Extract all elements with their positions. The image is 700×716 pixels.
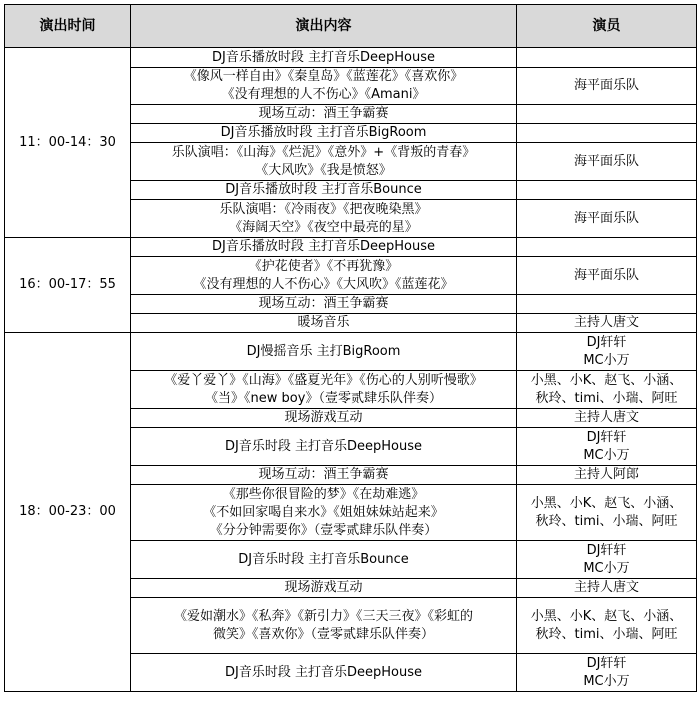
performer-cell bbox=[517, 295, 697, 314]
content-line: DJ音乐时段 主打音乐DeepHouse bbox=[225, 438, 422, 454]
schedule-body bbox=[5, 48, 697, 692]
performer-cell bbox=[517, 314, 697, 333]
content-line: 《像风一样自由》《秦皇岛》《蓝莲花》《喜欢你》 bbox=[183, 69, 464, 84]
content-line: DJ音乐播放时段 主打音乐BigRoom bbox=[220, 125, 427, 140]
content-cell bbox=[131, 238, 517, 257]
content-line: DJ音乐时段 主打音乐Bounce bbox=[238, 551, 409, 567]
time-cell: 18：00-23：00 bbox=[5, 333, 131, 692]
performer-line: 小黑、小K、赵飞、小涵、 bbox=[530, 495, 683, 511]
performer-line: 小黑、小K、赵飞、小涵、 bbox=[530, 372, 683, 388]
performer-line: DJ轩轩 bbox=[586, 542, 627, 558]
content-line: 《爱丫爱丫》《山海》《盛夏光年》《伤心的人别听慢歌》 bbox=[164, 372, 483, 388]
content-line: DJ音乐播放时段 主打音乐Bounce bbox=[225, 182, 422, 197]
schedule-row bbox=[5, 333, 697, 371]
performer-cell bbox=[517, 409, 697, 428]
performer-cell bbox=[517, 333, 697, 371]
content-cell bbox=[131, 105, 517, 124]
content-cell bbox=[131, 181, 517, 200]
performer-line: 秋玲、timi、小瑞、阿旺 bbox=[535, 390, 678, 406]
content-line: 现场互动：酒王争霸赛 bbox=[258, 106, 389, 121]
content-cell bbox=[131, 541, 517, 579]
content-cell bbox=[131, 333, 517, 371]
content-cell bbox=[131, 200, 517, 238]
content-line: DJ音乐播放时段 主打音乐DeepHouse bbox=[212, 239, 435, 254]
schedule-table bbox=[4, 4, 697, 692]
performer-cell bbox=[517, 654, 697, 692]
content-line: 乐队演唱：《冷雨夜》《把夜晚染黑》 bbox=[219, 201, 428, 217]
content-cell bbox=[131, 466, 517, 485]
content-line: 《当》《new boy》（壹零贰肆乐队伴奏） bbox=[205, 390, 442, 406]
performer-cell bbox=[517, 257, 697, 295]
performer-line: 海平面乐队 bbox=[573, 78, 639, 93]
performer-cell bbox=[517, 466, 697, 485]
content-cell bbox=[131, 124, 517, 143]
performer-line: MC小万 bbox=[583, 447, 630, 463]
performer-cell bbox=[517, 68, 697, 105]
content-line: 《大风吹》《我是愤怒》 bbox=[255, 162, 392, 178]
content-line: 微笑》《喜欢你》（壹零贰肆乐队伴奏） bbox=[212, 626, 434, 642]
header-content: 演出内容 bbox=[131, 5, 517, 48]
content-line: DJ慢摇音乐 主打BigRoom bbox=[246, 343, 401, 359]
content-cell bbox=[131, 295, 517, 314]
content-line: DJ音乐播放时段 主打音乐DeepHouse bbox=[212, 49, 435, 65]
performer-line: DJ轩轩 bbox=[586, 429, 627, 445]
performer-line: MC小万 bbox=[583, 673, 630, 689]
performer-cell bbox=[517, 598, 697, 654]
performer-cell bbox=[517, 541, 697, 579]
time-cell: 16：00-17：55 bbox=[5, 238, 131, 333]
performer-cell bbox=[517, 371, 697, 409]
performer-line: 秋玲、timi、小瑞、阿旺 bbox=[535, 626, 678, 642]
content-line: 暖场音乐 bbox=[297, 315, 350, 330]
content-line: 《没有理想的人不伤心》《Amani》 bbox=[221, 87, 426, 102]
content-line: 《不如回家喝自来水》《姐姐妹妹站起来》 bbox=[203, 504, 444, 520]
performer-cell bbox=[517, 105, 697, 124]
performer-line: 主持人唐文 bbox=[573, 315, 639, 330]
performer-line: MC小万 bbox=[583, 352, 630, 368]
performer-line: 主持人阿郎 bbox=[573, 467, 639, 482]
content-cell bbox=[131, 485, 517, 541]
header-performer: 演员 bbox=[517, 5, 697, 48]
content-cell bbox=[131, 579, 517, 598]
header-row bbox=[5, 5, 697, 48]
content-cell bbox=[131, 409, 517, 428]
content-cell bbox=[131, 314, 517, 333]
performer-line: 小黑、小K、赵飞、小涵、 bbox=[530, 608, 683, 624]
content-cell bbox=[131, 428, 517, 466]
content-line: 乐队演唱：《山海》《烂泥》《意外》+《背叛的青春》 bbox=[171, 144, 476, 160]
content-line: 现场游戏互动 bbox=[284, 410, 363, 425]
content-line: 现场互动：酒王争霸赛 bbox=[258, 296, 389, 311]
content-line: 《海阔天空》《夜空中最亮的星》 bbox=[229, 219, 418, 235]
content-cell bbox=[131, 48, 517, 68]
performer-line: 主持人唐文 bbox=[573, 580, 639, 595]
performer-cell bbox=[517, 428, 697, 466]
performer-cell bbox=[517, 181, 697, 200]
content-line: 《分分钟需要你》（壹零贰肆乐队伴奏） bbox=[209, 522, 438, 538]
content-line: DJ音乐时段 主打音乐DeepHouse bbox=[225, 664, 422, 680]
performer-line: MC小万 bbox=[583, 560, 630, 576]
performer-line: 海平面乐队 bbox=[573, 267, 639, 283]
performer-cell bbox=[517, 238, 697, 257]
performer-line: 主持人唐文 bbox=[573, 410, 639, 425]
content-line: 现场游戏互动 bbox=[284, 580, 363, 595]
content-line: 《爱如潮水》《私奔》《新引力》《三天三夜》《彩虹的 bbox=[173, 608, 473, 624]
performer-cell bbox=[517, 124, 697, 143]
performer-cell bbox=[517, 579, 697, 598]
header-time: 演出时间 bbox=[5, 5, 131, 48]
performer-cell bbox=[517, 143, 697, 181]
content-cell bbox=[131, 68, 517, 105]
performer-line: 海平面乐队 bbox=[573, 153, 639, 169]
schedule-row bbox=[5, 48, 697, 68]
content-cell bbox=[131, 143, 517, 181]
content-line: 《没有理想的人不伤心》《大风吹》《蓝莲花》 bbox=[193, 276, 454, 292]
content-line: 《护花使者》《不再犹豫》 bbox=[248, 258, 399, 274]
performer-line: DJ轩轩 bbox=[586, 334, 627, 350]
performer-cell bbox=[517, 485, 697, 541]
content-line: 现场互动：酒王争霸赛 bbox=[258, 467, 389, 482]
performer-line: DJ轩轩 bbox=[586, 655, 627, 671]
time-cell: 11：00-14：30 bbox=[5, 48, 131, 238]
performer-cell bbox=[517, 48, 697, 68]
content-line: 《那些你很冒险的梦》《在劫难逃》 bbox=[222, 486, 425, 502]
schedule-row bbox=[5, 238, 697, 257]
performer-cell bbox=[517, 200, 697, 238]
performer-line: 秋玲、timi、小瑞、阿旺 bbox=[535, 513, 678, 529]
content-cell bbox=[131, 598, 517, 654]
content-cell bbox=[131, 257, 517, 295]
content-cell bbox=[131, 371, 517, 409]
content-cell bbox=[131, 654, 517, 692]
performer-line: 海平面乐队 bbox=[573, 210, 639, 226]
